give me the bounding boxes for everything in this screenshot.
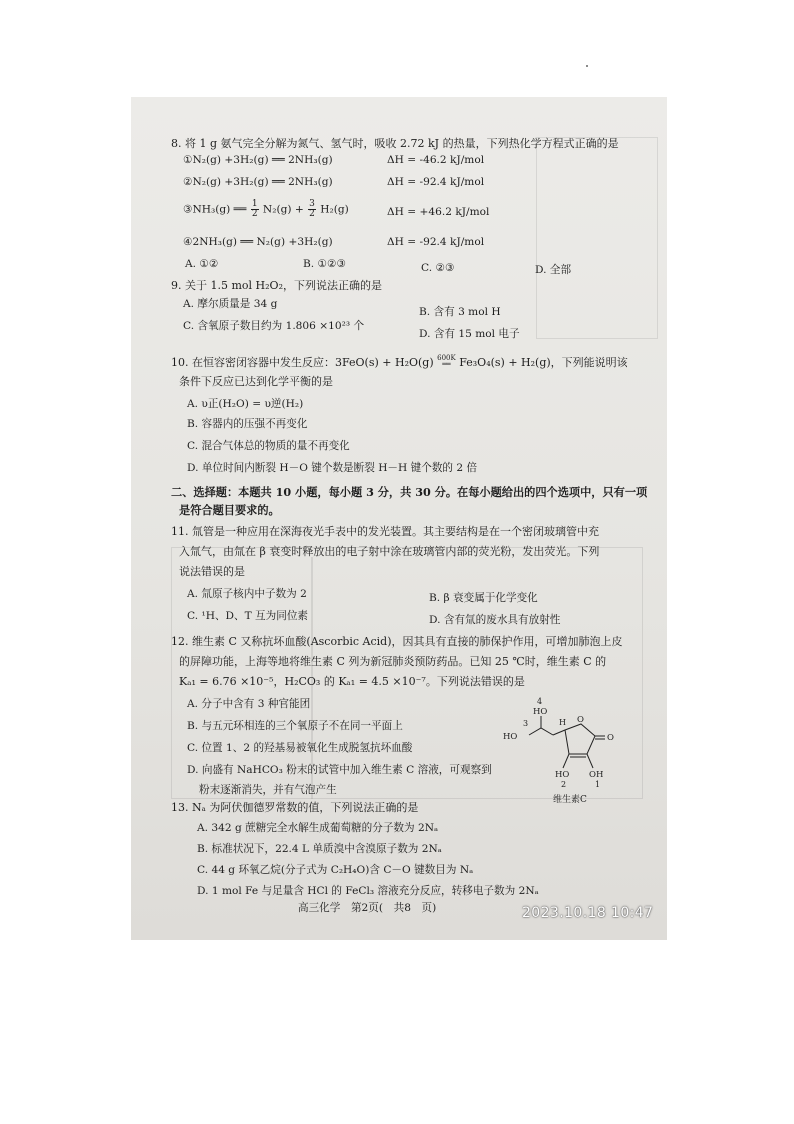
- fraction-denominator: 2: [309, 209, 315, 219]
- q12-option-a: A. 分子中含有 3 种官能团: [187, 698, 311, 710]
- q11-option-c: C. ¹H、D、T 互为同位素: [187, 610, 309, 622]
- q12-option-b: B. 与五元环相连的三个氧原子不在同一平面上: [187, 720, 403, 732]
- q8-dh4: ΔH = -92.4 kJ/mol: [387, 236, 485, 248]
- ring-link-bond: [553, 730, 565, 735]
- label-ring-o: O: [577, 715, 584, 725]
- label-1: 1: [595, 780, 601, 789]
- q11-line2: 入氚气，由氚在 β 衰变时释放出的电子射中涂在玻璃管内部的荧光粉，发出荧光。下列: [179, 545, 600, 558]
- q9-stem: 9. 关于 1.5 mol H₂O₂，下列说法正确的是: [171, 279, 382, 292]
- q12-line2: 的屏障功能，上海等地将维生素 C 列为新冠肺炎预防药品。已知 25 ℃时，维生素 C 的: [179, 655, 607, 668]
- structure-caption: 维生素C: [553, 795, 587, 805]
- oh1-bond: [587, 754, 593, 768]
- fraction-three-halves: [308, 200, 316, 219]
- side-chain-bond: [529, 728, 553, 735]
- page-footer: 高三化学 第2页( 共8 页): [298, 902, 437, 914]
- q8-stem: 8. 将 1 g 氨气完全分解为氮气、氢气时，吸收 2.72 kJ 的热量，下列热化学方程式正确的是: [171, 137, 619, 150]
- q11-option-b: B. β 衰变属于化学变化: [429, 592, 538, 604]
- label-4: 4: [537, 697, 543, 706]
- label-oh4: HO: [533, 707, 548, 717]
- q8-eq3-part-b: N₂(g) +: [262, 203, 304, 216]
- q10-stem-part-a: 10. 在恒容密闭容器中发生反应：3FeO(s) + H₂O(g): [171, 356, 434, 369]
- q11-line3: 说法错误的是: [179, 565, 245, 578]
- lactone-ring: [565, 724, 595, 754]
- label-ho3: HO: [503, 732, 518, 742]
- q8-eq4: ④2NH₃(g) ══ N₂(g) +3H₂(g): [183, 236, 333, 248]
- q10-option-b: B. 容器内的压强不再变化: [187, 418, 308, 430]
- q9-option-b: B. 含有 3 mol H: [419, 306, 501, 318]
- q8-dh3: ΔH = +46.2 kJ/mol: [387, 206, 490, 218]
- fraction-numerator: 1: [251, 199, 258, 209]
- q13-option-a: A. 342 g 蔗糖完全水解生成葡萄糖的分子数为 2Nₐ: [197, 822, 439, 834]
- q11-option-a: A. 氚原子核内中子数为 2: [187, 588, 307, 600]
- q9-option-d: D. 含有 15 mol 电子: [419, 328, 520, 340]
- q8-eq3-part-a: ③NH₃(g) ══: [183, 203, 247, 216]
- q13-option-d: D. 1 mol Fe 与足量含 HCl 的 FeCl₃ 溶液充分反应，转移电子数为 2Nₐ: [197, 885, 539, 897]
- q13-stem: 13. Nₐ 为阿伏伽德罗常数的值，下列说法正确的是: [171, 801, 419, 814]
- q12-option-d-line2: 粉末逐渐消失，并有气泡产生: [199, 784, 337, 796]
- label-2: 2: [561, 780, 567, 789]
- exam-page-photo: [131, 97, 667, 940]
- q8-eq3: [183, 200, 349, 219]
- photo-timestamp: 2023.10.18 10:47: [522, 905, 654, 921]
- q8-option-d: D. 全部: [535, 264, 572, 276]
- q12-option-c: C. 位置 1、2 的羟基易被氧化生成脱氢抗坏血酸: [187, 742, 413, 754]
- q8-eq2: ②N₂(g) +3H₂(g) ══ 2NH₃(g): [183, 176, 333, 188]
- bleed-through-table: [536, 137, 658, 339]
- label-oh1: OH: [589, 770, 604, 780]
- q10-stem: [171, 355, 628, 370]
- q12-line1: 12. 维生素 C 又称抗坏血酸(Ascorbic Acid)，因其具有直接的肺保护作用，可增加肺泡上皮: [171, 635, 623, 648]
- q8-option-c: C. ②③: [421, 262, 455, 274]
- section2-heading-line2: 是符合题目要求的。: [179, 503, 280, 517]
- vitamin-c-structure: [501, 692, 621, 807]
- q11-line1: 11. 氚管是一种应用在深海夜光手表中的发光装置。其主要结构是在一个密闭玻璃管中充: [171, 525, 599, 538]
- speck: [586, 65, 588, 67]
- q8-dh2: ΔH = -92.4 kJ/mol: [387, 176, 485, 188]
- oh2-bond: [563, 754, 569, 768]
- label-oh2: HO: [555, 770, 570, 780]
- equilibrium-arrow: 600K ══: [437, 354, 456, 368]
- fraction-denominator: 2: [251, 209, 258, 219]
- label-h: H: [559, 718, 566, 727]
- q10-option-c: C. 混合气体总的物质的量不再变化: [187, 440, 350, 452]
- fraction-numerator: 3: [309, 199, 315, 209]
- section2-heading: 二、选择题：本题共 10 小题，每小题 3 分，共 30 分。在每小题给出的四个选项中，只有一项: [171, 485, 648, 499]
- q10-option-d: D. 单位时间内断裂 H－O 键个数是断裂 H－H 键个数的 2 倍: [187, 462, 478, 474]
- q13-option-b: B. 标准状况下，22.4 L 单质溴中含溴原子数为 2Nₐ: [197, 843, 442, 855]
- label-keto-o: O: [607, 733, 614, 743]
- fraction-one-half: [251, 200, 259, 219]
- q8-dh1: ΔH = -46.2 kJ/mol: [387, 154, 485, 166]
- q8-option-a: A. ①②: [185, 258, 219, 270]
- q10-stem-part-b: Fe₃O₄(s) + H₂(g)，下列能说明该: [459, 356, 628, 369]
- q8-eq1: ①N₂(g) +3H₂(g) ══ 2NH₃(g): [183, 154, 333, 166]
- q11-option-d: D. 含有氚的废水具有放射性: [429, 614, 561, 626]
- q9-option-a: A. 摩尔质量是 34 g: [183, 298, 278, 310]
- q12-option-d-line1: D. 向盛有 NaHCO₃ 粉末的试管中加入维生素 C 溶液，可观察到: [187, 764, 492, 776]
- label-3: 3: [523, 719, 529, 728]
- q10-option-a: A. υ正(H₂O) = υ逆(H₂): [187, 398, 304, 410]
- q13-option-c: C. 44 g 环氧乙烷(分子式为 C₂H₄O)含 C－O 键数目为 Nₐ: [197, 864, 474, 876]
- q8-option-b: B. ①②③: [303, 258, 347, 270]
- q8-eq3-part-c: H₂(g): [320, 203, 349, 216]
- q10-stem-line2: 条件下反应已达到化学平衡的是: [179, 375, 333, 388]
- q9-option-c: C. 含氧原子数目约为 1.806 ×10²³ 个: [183, 320, 365, 332]
- reaction-condition: 600K: [437, 354, 456, 362]
- q12-line3: Kₐ₁ = 6.76 ×10⁻⁵，H₂CO₃ 的 Kₐ₁ = 4.5 ×10⁻⁷。下列说法错误的是: [179, 675, 525, 688]
